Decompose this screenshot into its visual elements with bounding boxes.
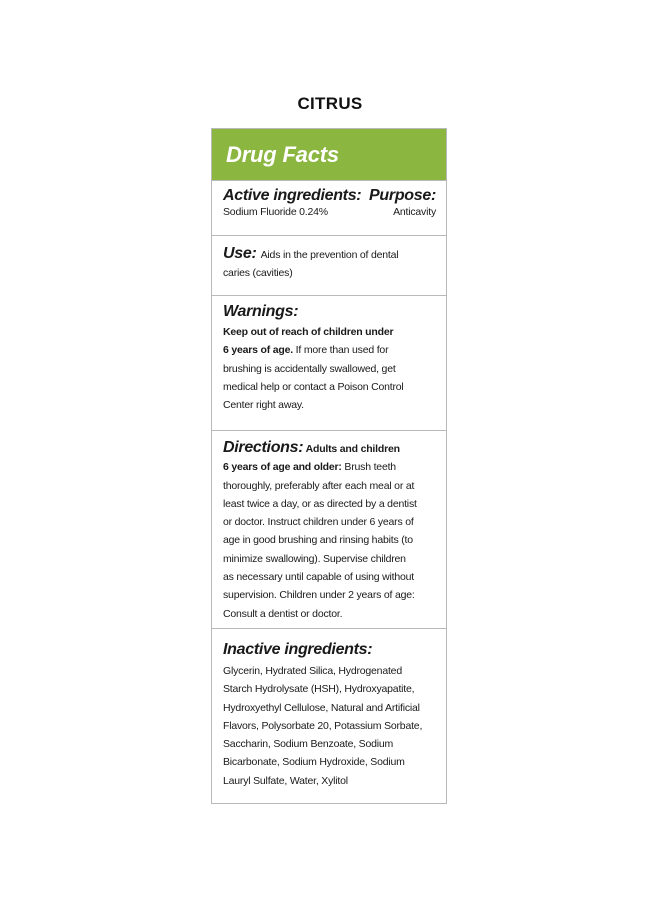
use-text-line2: caries (cavities) — [223, 267, 293, 279]
use-text-line1: Aids in the prevention of dental — [260, 249, 399, 261]
active-ingredients-heading: Active ingredients: — [223, 187, 362, 204]
directions-section — [212, 431, 446, 629]
drug-facts-title: Drug Facts — [226, 141, 339, 167]
warnings-section — [212, 296, 446, 431]
purpose-value: Anticavity — [393, 206, 436, 218]
inactive-ingredients-section — [212, 629, 446, 803]
directions-line9: supervision. Children under 2 years of age: — [223, 589, 415, 602]
inactive-line: Lauryl Sulfate, Water, Xylitol — [223, 774, 348, 787]
warnings-line2-rest: If more than used for — [292, 344, 389, 357]
warnings-heading: Warnings: — [223, 303, 299, 320]
directions-line2-rest: Brush teeth — [341, 461, 396, 474]
directions-bold-line1: Adults and children — [303, 443, 400, 455]
warnings-line3: brushing is accidentally swallowed, get — [223, 362, 396, 375]
active-ingredients-section — [212, 181, 446, 236]
inactive-line: Hydroxyethyl Cellulose, Natural and Artificial — [223, 701, 420, 714]
active-ingredient: Sodium Fluoride 0.24% — [223, 206, 328, 218]
inactive-ingredients-heading: Inactive ingredients: — [223, 641, 373, 658]
inactive-ingredients-list — [223, 662, 436, 790]
drug-facts-panel — [211, 128, 447, 804]
warnings-line5: Center right away. — [223, 399, 304, 412]
inactive-line: Bicarbonate, Sodium Hydroxide, Sodium — [223, 756, 405, 769]
directions-line5: or doctor. Instruct children under 6 years of — [223, 516, 414, 529]
warnings-bold-line1: Keep out of reach of children under — [223, 326, 394, 338]
directions-line7: minimize swallowing). Supervise children — [223, 552, 406, 565]
inactive-line: Starch Hydrolysate (HSH), Hydroxyapatite, — [223, 683, 415, 696]
drug-facts-header — [212, 129, 446, 181]
warnings-bold-line2: 6 years of age. — [223, 344, 293, 357]
directions-line8: as necessary until capable of using without — [223, 571, 415, 584]
directions-line4: least twice a day, or as directed by a dentist — [223, 497, 417, 510]
use-section — [212, 236, 446, 296]
variant-title: CITRUS — [297, 94, 363, 113]
directions-line6: age in good brushing and rinsing habits (to — [223, 534, 413, 547]
directions-line3: thoroughly, preferably after each meal or at — [223, 479, 415, 492]
inactive-line: Flavors, Polysorbate 20, Potassium Sorbate, — [223, 719, 423, 732]
directions-bold-line2: 6 years of age and older: — [223, 461, 342, 474]
warnings-line4: medical help or contact a Poison Control — [223, 380, 404, 393]
inactive-line: Saccharin, Sodium Benzoate, Sodium — [223, 738, 394, 751]
inactive-line: Glycerin, Hydrated Silica, Hydrogenated — [223, 665, 402, 677]
directions-line10: Consult a dentist or doctor. — [223, 607, 343, 620]
directions-heading: Directions: — [223, 439, 304, 456]
use-heading: Use: — [223, 245, 257, 262]
purpose-heading: Purpose: — [369, 187, 436, 204]
